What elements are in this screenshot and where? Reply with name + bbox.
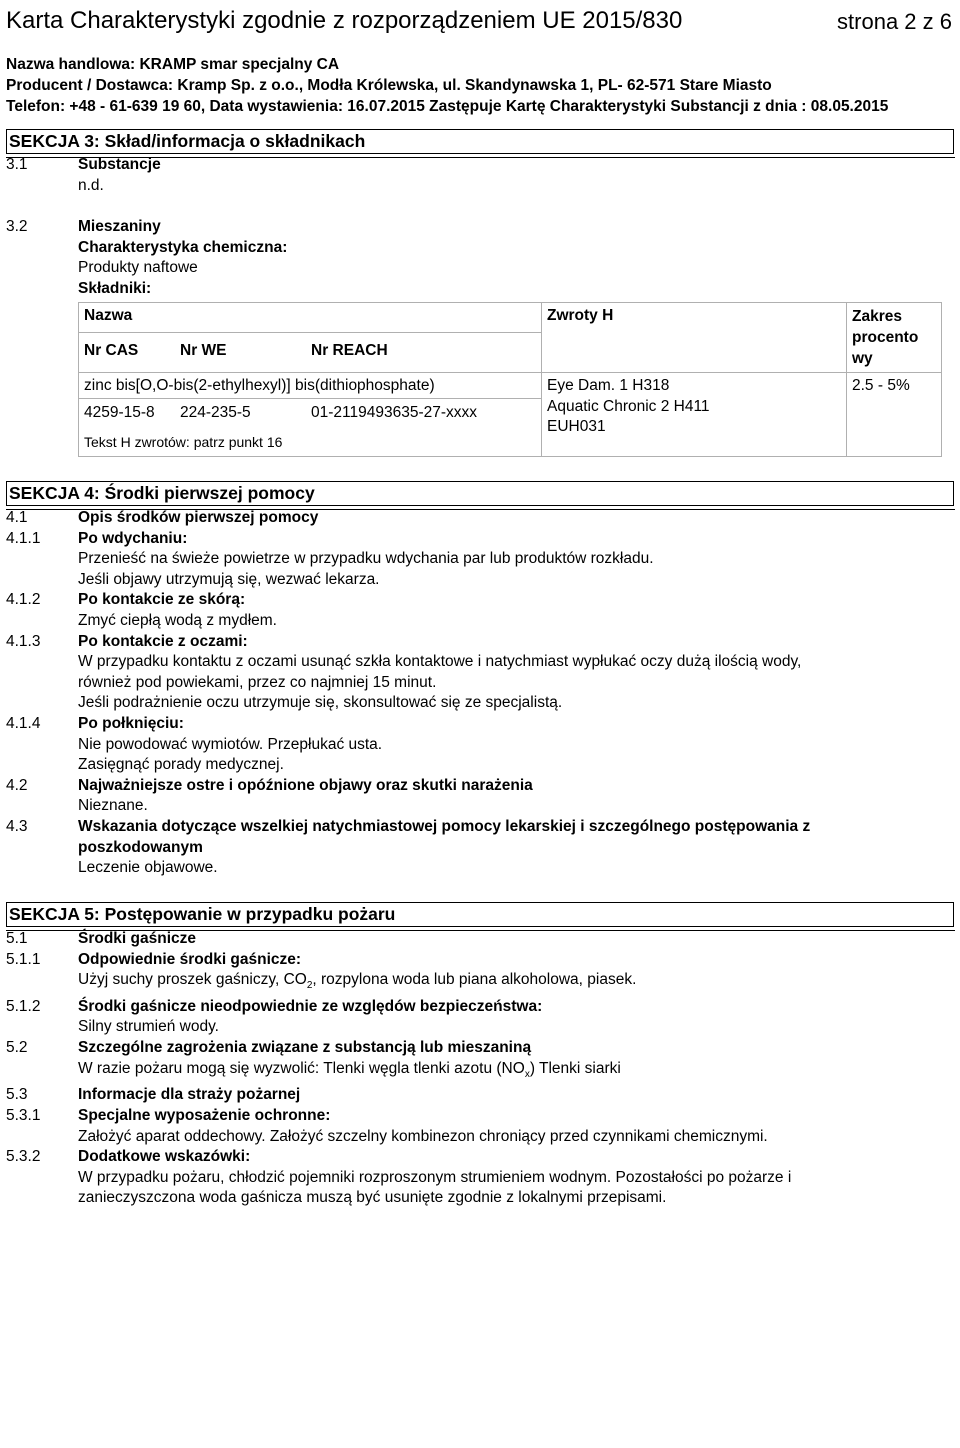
item-title: Po kontakcie z oczami: xyxy=(78,632,248,650)
item-number: 3.1 xyxy=(6,156,28,173)
document-title: Karta Charakterystyki zgodnie z rozporządzeniem UE 2015/830 xyxy=(6,7,683,34)
item-number: 3.2 xyxy=(6,218,28,235)
section-4-heading: SEKCJA 4: Środki pierwszej pomocy xyxy=(6,481,954,506)
item-number: 5.3 xyxy=(6,1086,28,1104)
section-3-body xyxy=(6,155,954,196)
item-title: Mieszaniny xyxy=(78,218,161,235)
section-5-heading: SEKCJA 5: Postępowanie w przypadku pożaru xyxy=(6,902,954,927)
item-title: poszkodowanym xyxy=(78,838,203,856)
item-title: Opis środków pierwszej pomocy xyxy=(78,509,319,526)
item-number: 5.2 xyxy=(6,1039,28,1057)
item-title: Informacje dla straży pożarnej xyxy=(78,1086,301,1104)
item-text: Zmyć ciepłą wodą z mydłem. xyxy=(78,611,277,629)
item-text: Założyć aparat oddechowy. Założyć szczelny kombinezon chroniący przed czynnikami chemicznymi. xyxy=(78,1127,768,1145)
chemical-characteristic-label: Charakterystyka chemiczna: xyxy=(78,238,288,256)
item-title: Po kontakcie ze skórą: xyxy=(78,591,246,609)
document-header xyxy=(6,54,952,117)
col-header-cas: Nr CAS xyxy=(84,342,139,359)
item-text: również pod powiekami, przez co najmniej 15 minut. xyxy=(78,673,437,691)
item-number: 4.3 xyxy=(6,817,28,835)
item-text: Leczenie objawowe. xyxy=(78,859,218,877)
h-phrases-note: Tekst H zwrotów: patrz punkt 16 xyxy=(84,434,283,451)
ingredients-table xyxy=(78,302,942,457)
item-title: Najważniejsze ostre i opóźnione objawy oraz skutki narażenia xyxy=(78,776,533,794)
item-number: 4.1 xyxy=(6,509,28,526)
item-text: Przenieść na świeże powietrze w przypadku wdychania par lub produktów rozkładu. xyxy=(78,550,654,568)
item-text: W przypadku pożaru, chłodzić pojemniki rozproszonym strumieniem wodnym. Pozostałości po pożarze i xyxy=(78,1168,792,1186)
item-text: n.d. xyxy=(78,176,104,194)
item-text: W razie pożaru mogą się wyzwolić: Tlenki węgla tlenki azotu $(NO_x)$ Tlenki siarki xyxy=(78,1059,621,1080)
item-text: zanieczyszczona woda gaśnicza muszą być usunięte zgodnie z lokalnymi przepisami. xyxy=(78,1189,667,1207)
item-number: 5.3.2 xyxy=(6,1148,41,1166)
trade-name: Nazwa handlowa: KRAMP smar specjalny CA xyxy=(6,56,340,73)
col-header-h-phrases: Zwroty H xyxy=(542,303,847,373)
ingredient-we: 224-235-5 xyxy=(180,403,251,421)
item-title: Środki gaśnicze nieodpowiednie ze względów bezpieczeństwa: xyxy=(78,997,543,1015)
item-title: Dodatkowe wskazówki: xyxy=(78,1148,251,1166)
item-title: Po połknięciu: xyxy=(78,714,184,732)
item-text: Silny strumień wody. xyxy=(78,1018,219,1036)
h-phrase: Aquatic Chronic 2 H411 xyxy=(547,397,710,415)
item-text: W przypadku kontaktu z oczami usunąć szkła kontaktowe i natychmiast wypłukać oczy dużą ilością wody, xyxy=(78,653,802,671)
section-3-heading: SEKCJA 3: Skład/informacja o składnikach xyxy=(6,129,954,154)
item-number: 5.1.2 xyxy=(6,997,41,1015)
col-header-name: Nazwa xyxy=(79,303,541,333)
item-title: Szczególne zagrożenia związane z substancją lub mieszaniną xyxy=(78,1039,532,1057)
h-phrase: Eye Dam. 1 H318 xyxy=(547,377,670,394)
h-phrase: EUH031 xyxy=(547,418,606,436)
ingredient-name: zinc bis[O,O-bis(2-ethylhexyl)] bis(dithiophosphate) xyxy=(79,373,541,399)
chemical-characteristic-value: Produkty naftowe xyxy=(78,259,198,277)
item-number: 5.1.1 xyxy=(6,950,41,968)
item-number: 4.1.2 xyxy=(6,591,41,609)
item-text: Nie powodować wymiotów. Przepłukać usta. xyxy=(78,735,383,753)
item-number: 4.1.1 xyxy=(6,529,41,547)
ingredient-reach: 01-2119493635-27-xxxx xyxy=(311,403,478,421)
ingredients-label: Składniki: xyxy=(78,279,152,297)
section-5-body xyxy=(6,929,954,1209)
table-header-identifiers xyxy=(79,303,542,373)
item-text: Jeśli objawy utrzymują się, wezwać lekarza. xyxy=(78,570,380,588)
item-text: Jeśli podrażnienie oczu utrzymuje się, skonsultować się ze specjalistą. xyxy=(78,694,563,712)
item-title: Środki gaśnicze xyxy=(78,930,197,947)
item-title: Po wdychaniu: xyxy=(78,529,188,547)
col-header-reach: Nr REACH xyxy=(311,342,388,359)
item-text: Nieznane. xyxy=(78,797,148,815)
ingredient-h-phrases xyxy=(542,373,847,457)
page-number: strona 2 z 6 xyxy=(837,9,952,34)
table-row xyxy=(79,373,542,457)
item-title: Substancje xyxy=(78,156,161,173)
section-3-2 xyxy=(6,217,954,299)
item-text: Użyj suchy proszek gaśniczy, $CO_2$, rozpylona woda lub piana alkoholowa, piasek. xyxy=(78,971,637,992)
item-title: Specjalne wyposażenie ochronne: xyxy=(78,1106,331,1124)
item-title: Odpowiednie środki gaśnicze: xyxy=(78,950,302,968)
col-header-range: Zakres procento wy xyxy=(847,303,942,373)
col-header-we: Nr WE xyxy=(180,342,227,359)
item-number: 4.1.3 xyxy=(6,632,41,650)
item-number: 4.1.4 xyxy=(6,714,41,732)
section-4-body xyxy=(6,508,954,879)
item-text: Zasięgnąć porady medycznej. xyxy=(78,756,284,774)
ingredient-cas: 4259-15-8 xyxy=(84,403,155,421)
ingredient-range: 2.5 - 5% xyxy=(847,373,942,457)
item-title: Wskazania dotyczące wszelkiej natychmiastowej pomocy lekarskiej i szczególnego postępowania z xyxy=(78,817,811,835)
phone-date-line: Telefon: +48 - 61-639 19 60, Data wystawienia: 16.07.2015 Zastępuje Kartę Charakterystyki Substancji z dnia : 08.05.2015 xyxy=(6,98,889,115)
item-number: 5.3.1 xyxy=(6,1106,41,1124)
producer-line: Producent / Dostawca: Kramp Sp. z o.o., Modła Królewska, ul. Skandynawska 1, PL- 62-571 Stare Miasto xyxy=(6,77,772,94)
item-number: 4.2 xyxy=(6,776,28,794)
item-number: 5.1 xyxy=(6,930,28,947)
